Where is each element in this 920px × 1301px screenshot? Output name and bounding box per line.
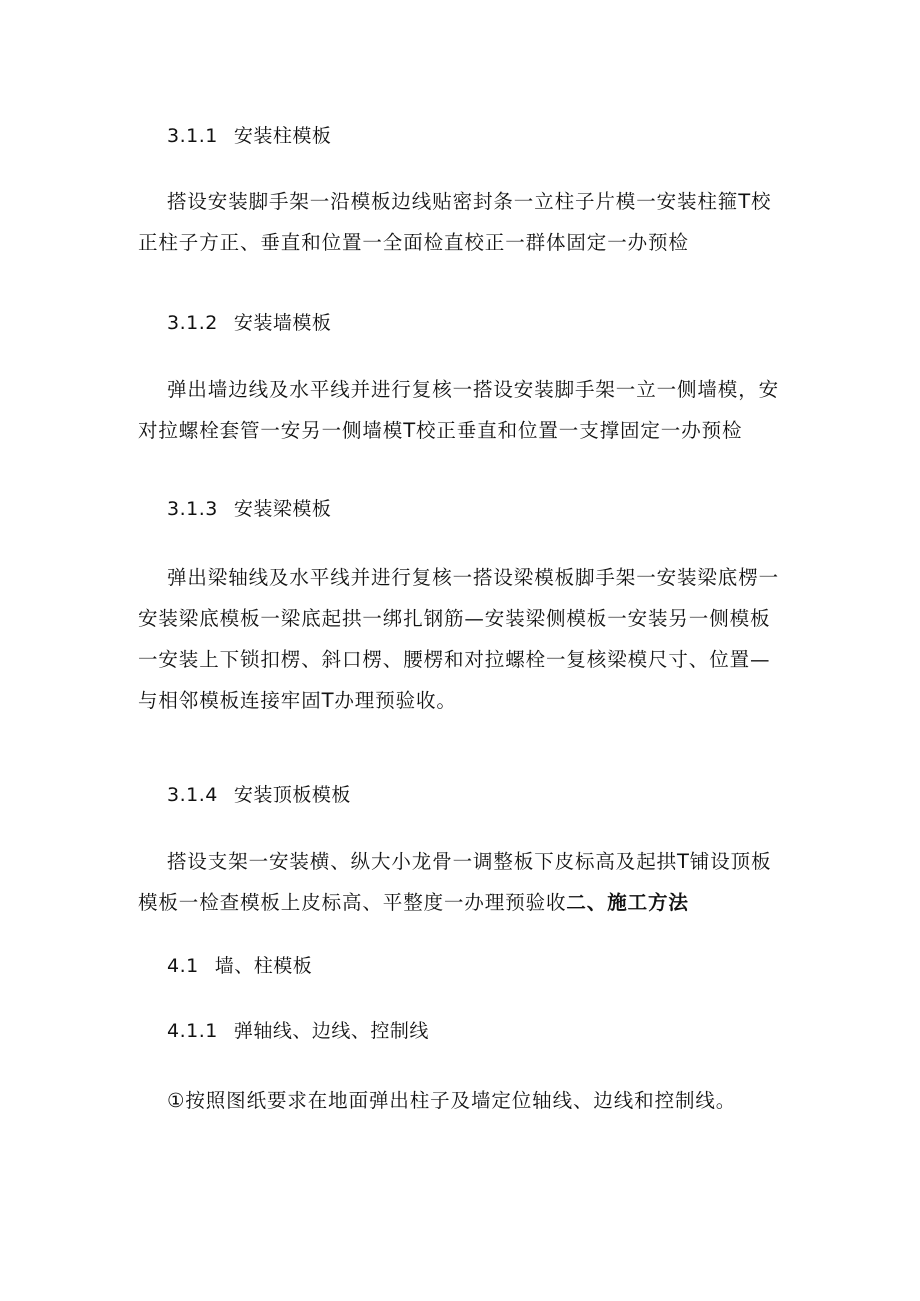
heading-title: 安装墙模板 xyxy=(233,312,332,334)
paragraph-install-column-formwork: 搭设安装脚手架一沿模板边线贴密封条一立柱子片模一安装柱箍T校正柱子方正、垂直和位置一全面检直校正一群体固定一办预检 xyxy=(138,190,772,254)
heading-title: 弹轴线、边线、控制线 xyxy=(233,1020,429,1042)
heading-title: 安装顶板模板 xyxy=(233,784,351,806)
paragraph-text: 搭设支架一安装横、纵大小龙骨一调整板下皮标高及起拱T铺设顶板模板一检查模板上皮标高、平整度一办理预验收 xyxy=(138,850,772,914)
heading-3-1-1 xyxy=(167,124,331,148)
heading-3-1-3 xyxy=(167,497,331,521)
heading-title: 安装柱模板 xyxy=(233,125,332,147)
heading-4-1 xyxy=(167,954,312,978)
heading-number: 4.1.1 xyxy=(167,1020,218,1042)
heading-3-1-4 xyxy=(167,783,351,807)
heading-number: 3.1.1 xyxy=(167,125,218,147)
list-item-1: ①按照图纸要求在地面弹出柱子及墙定位轴线、边线和控制线。 xyxy=(167,1089,737,1112)
heading-title: 墙、柱模板 xyxy=(214,955,313,977)
heading-3-1-2 xyxy=(167,311,331,335)
paragraph-install-slab-formwork xyxy=(138,841,790,923)
paragraph-install-wall-formwork: 弹出墙边线及水平线并进行复核一搭设安装脚手架一立一侧墙模，安对拉螺栓套管一安另一侧墙模T校正垂直和位置一支撑固定一办预检 xyxy=(138,378,780,442)
heading-title: 安装梁模板 xyxy=(233,498,332,520)
paragraph-install-beam-formwork: 弹出梁轴线及水平线并进行复核一搭设梁模板脚手架一安装梁底楞一安装梁底模板一梁底起拱一绑扎钢筋—安装梁侧模板一安装另一侧模板一安装上下锁扣楞、斜口楞、腰楞和对拉螺栓一复核梁模尺寸、位置—与相邻模板连接牢固T办理预验收。 xyxy=(138,566,780,712)
heading-number: 3.1.3 xyxy=(167,498,218,520)
heading-number: 4.1 xyxy=(167,955,199,977)
heading-number: 3.1.2 xyxy=(167,312,218,334)
heading-4-1-1 xyxy=(167,1019,429,1043)
heading-number: 3.1.4 xyxy=(167,784,218,806)
section-heading-construction-method: 二、施工方法 xyxy=(566,891,689,914)
